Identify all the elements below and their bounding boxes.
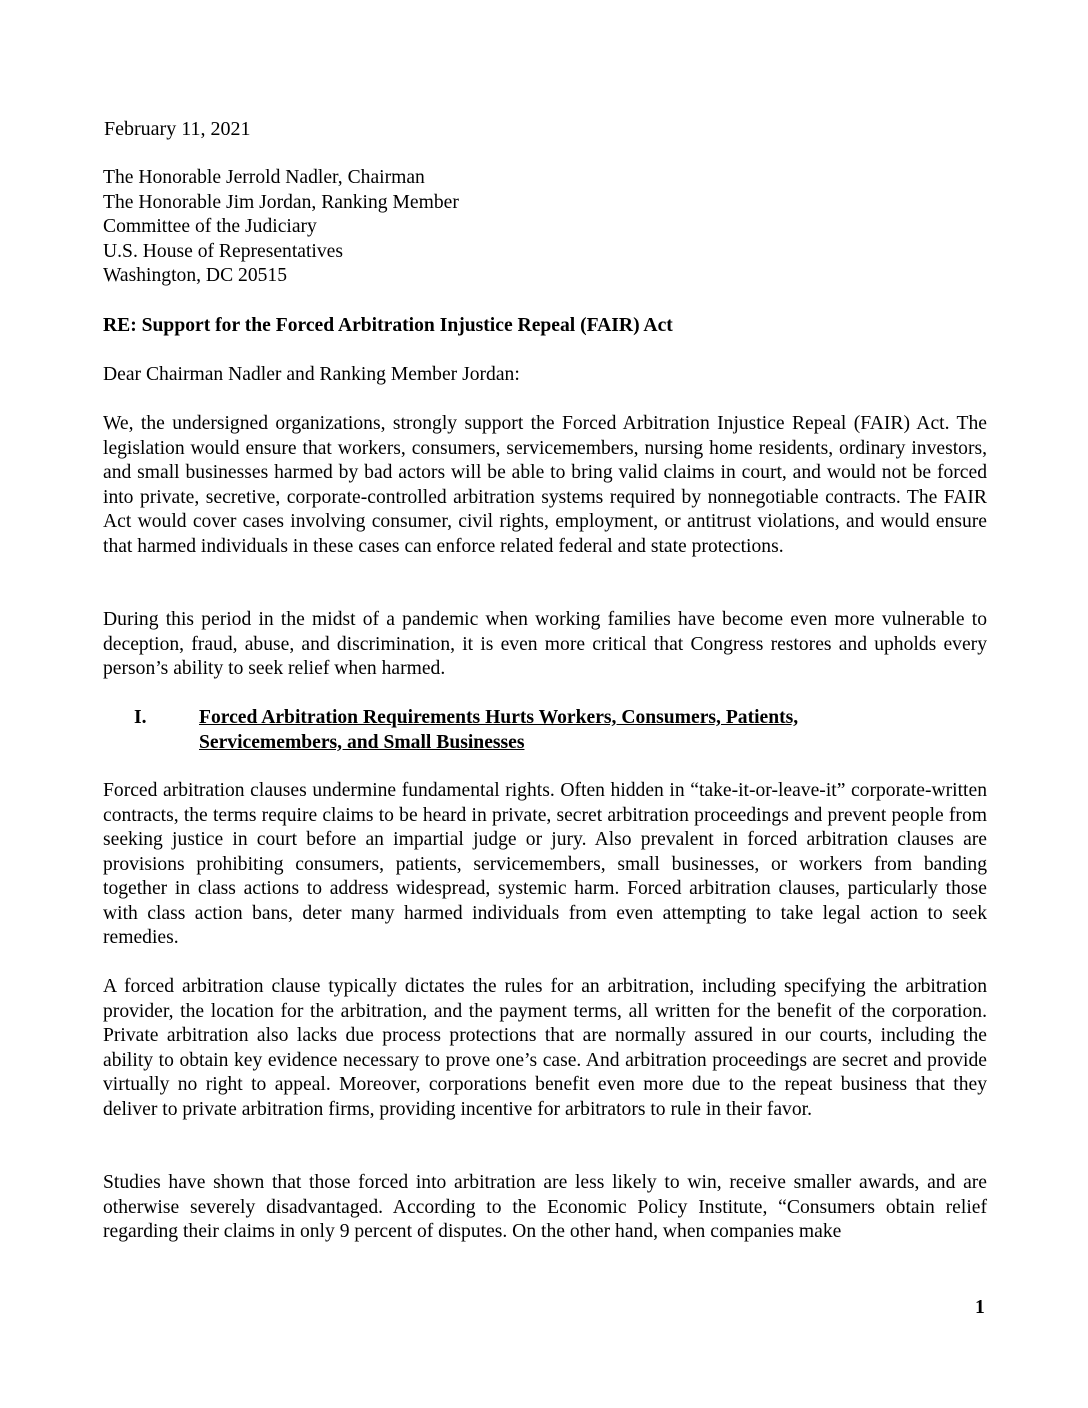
section-number: I. xyxy=(134,707,147,728)
recipient-line: U.S. House of Representatives xyxy=(103,240,343,262)
body-paragraph: During this period in the midst of a pandemic when working families have become even more vulnerable to deception, fraud, abuse, and discrimination, it is even more critical that Congress restores and upholds every person’s ability to seek relief when harmed. xyxy=(103,609,987,679)
recipient-address-block xyxy=(103,166,987,289)
body-paragraph: We, the undersigned organizations, strongly support the Forced Arbitration Injustice Repeal (FAIR) Act. The legislation would ensure that workers, consumers, servicemembers, nursing home residents, ordinary investors, and small businesses harmed by bad actors will be able to bring valid claims in court, and would not be forced into private, secretive, corporate-controlled arbitration systems required by nonnegotiable contracts. The FAIR Act would cover cases involving consumer, civil rights, employment, or antitrust violations, and would ensure that harmed individuals in these cases can enforce related federal and state protections. xyxy=(103,413,987,557)
salutation: Dear Chairman Nadler and Ranking Member Jordan: xyxy=(103,364,520,385)
recipient-line: The Honorable Jerrold Nadler, Chairman xyxy=(103,167,425,188)
recipient-line: The Honorable Jim Jordan, Ranking Member xyxy=(103,191,459,213)
section-title: Forced Arbitration Requirements Hurts Workers, Consumers, Patients, Servicemembers, and Small Businesses xyxy=(199,707,799,753)
page-number: 1 xyxy=(975,1297,985,1318)
section-paragraph: Studies have shown that those forced into arbitration are less likely to win, receive smaller awards, and are otherwise severely disadvantaged. According to the Economic Policy Institute, “Consumers obtain relief regarding their claims in only 9 percent of disputes. On the other hand, when companies make xyxy=(103,1172,987,1242)
recipient-line: Washington, DC 20515 xyxy=(103,265,288,286)
subject-line: RE: Support for the Forced Arbitration Injustice Repeal (FAIR) Act xyxy=(103,315,673,336)
section-paragraph: Forced arbitration clauses undermine fundamental rights. Often hidden in “take-it-or-leave-it” corporate-written contracts, the terms require claims to be heard in private, secret arbitration proceedings and prevent people from seeking justice in court before an impartial judge or jury. Also prevalent in forced arbitration clauses are provisions prohibiting consumers, patients, servicemembers, small businesses, or workers from banding together in class actions to address widespread, systemic harm. Forced arbitration clauses, particularly those with class action bans, deter many harmed individuals from even attempting to take legal action to seek remedies. xyxy=(103,780,987,948)
letter-date: February 11, 2021 xyxy=(104,118,251,140)
section-paragraph: A forced arbitration clause typically dictates the rules for an arbitration, including specifying the arbitration provider, the location for the arbitration, and the payment terms, all written for the benefit of the corporation. Private arbitration also lacks due process protections that are normally assured in our courts, including the ability to obtain key evidence necessary to prove one’s case. And arbitration proceedings are secret and provide virtually no right to appeal. Moreover, corporations benefit even more due to the repeat business that they deliver to private arbitration firms, providing incentive for arbitrators to rule in their favor. xyxy=(103,976,987,1120)
recipient-line: Committee of the Judiciary xyxy=(103,216,317,237)
